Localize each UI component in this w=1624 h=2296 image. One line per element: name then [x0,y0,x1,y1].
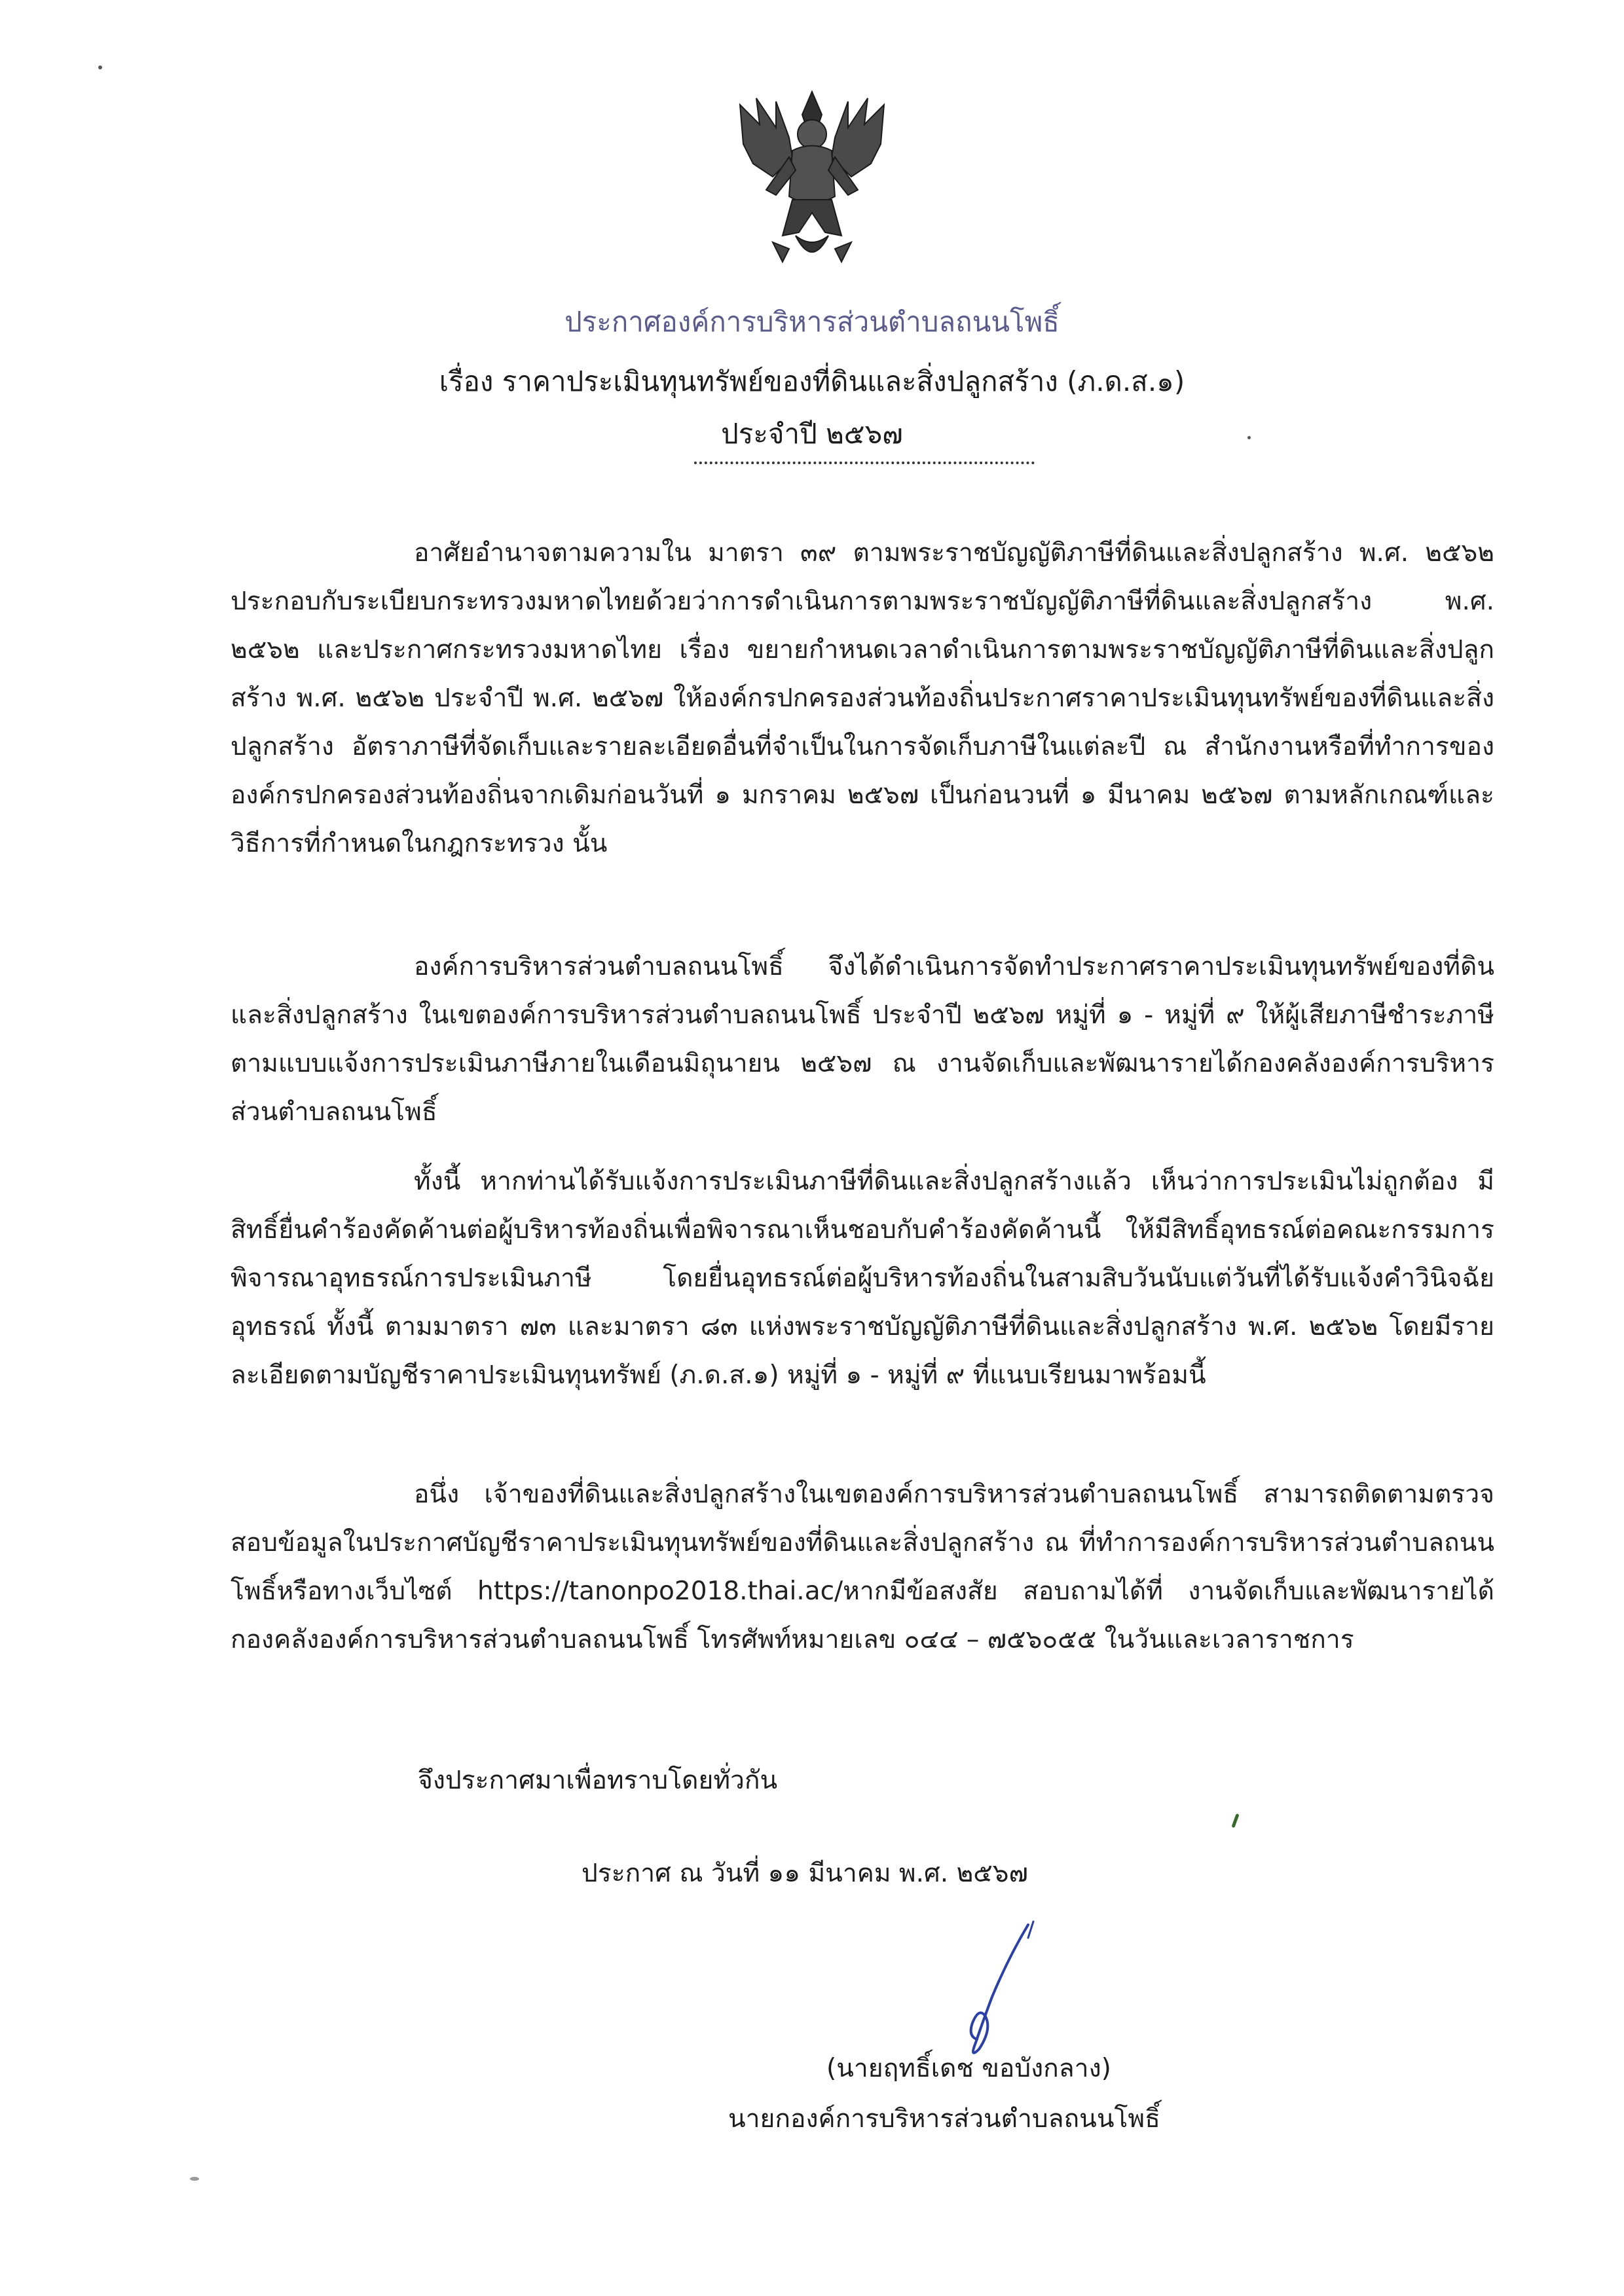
garuda-emblem-icon [720,79,904,275]
paragraph-assessment-notice: องค์การบริหารส่วนตำบลถนนโพธิ์ จึงได้ดำเนินการจัดทำประกาศราคาประเมินทุนทรัพย์ของที่ดินและสิ่งปลูกสร้าง ในเขตองค์การบริหารส่วนตำบลถนนโพธิ์ ประจำปี ๒๕๖๗ หมู่ที่ ๑ - หมู่ที่ ๙ ให้ผู้เสียภาษีชำระภาษีตามแบบแจ้งการประเมินภาษีภายในเดือนมิถุนายน ๒๕๖๗ ณ งานจัดเก็บและพัฒนารายได้กองคลังองค์การบริหารส่วนตำบลถนนโพธิ์ [231,952,1494,1127]
scan-speck [190,2177,199,2181]
scan-speck [98,65,102,69]
scan-speck [1231,1813,1239,1828]
signer-name: (นายฤทธิ์เดช ขอบังกลาง) [826,2054,1111,2083]
announcement-date: ประกาศ ณ วันที่ ๑๑ มีนาคม พ.ศ. ๒๕๖๗ [581,1859,1028,1888]
issuer-heading: ประกาศองค์การบริหารส่วนตำบลถนนโพธิ์ [564,306,1060,338]
scan-speck [1247,436,1251,439]
year-heading: ประจำปี ๒๕๖๗ [721,418,903,450]
paragraph-appeal-rights: ทั้งนี้ หากท่านได้รับแจ้งการประเมินภาษีที่ดินและสิ่งปลูกสร้างแล้ว เห็นว่าการประเมินไม่ถูกต้อง มีสิทธิ์ยื่นคำร้องคัดค้านต่อผู้บริหารท้องถิ่นเพื่อพิจารณาเห็นชอบกับคำร้องคัดค้านนี้ ให้มีสิทธิ์อุทธรณ์ต่อคณะกรรมการพิจารณาอุทธรณ์การประเมินภาษี โดยยื่นอุทธรณ์ต่อผู้บริหารท้องถิ่นในสามสิบวันนับแต่วันที่ได้รับแจ้งคำวินิจฉัยอุทธรณ์ ทั้งนี้ ตามมาตรา ๗๓ และมาตรา ๘๓ แห่งพระราชบัญญัติภาษีที่ดินและสิ่งปลูกสร้าง พ.ศ. ๒๕๖๒ โดยมีรายละเอียดตามบัญชีราคาประเมินทุนทรัพย์ (ภ.ด.ส.๑) หมู่ที่ ๑ - หมู่ที่ ๙ ที่แนบเรียนมาพร้อมนี้ [231,1167,1494,1390]
subject-heading: เรื่อง ราคาประเมินทุนทรัพย์ของที่ดินและสิ่งปลูกสร้าง (ภ.ด.ส.๑) [439,365,1185,397]
paragraph-contact-info: อนึ่ง เจ้าของที่ดินและสิ่งปลูกสร้างในเขตองค์การบริหารส่วนตำบลถนนโพธิ์ สามารถติดตามตรวจสอบข้อมูลในประกาศบัญชีราคาประเมินทุนทรัพย์ของที่ดินและสิ่งปลูกสร้าง ณ ที่ทำการองค์การบริหารส่วนตำบลถนนโพธิ์หรือทางเว็บไซต์ https://tanonpo2018.thai.ac/หากมีข้อสงสัย สอบถามได้ที่ งานจัดเก็บและพัฒนารายได้ กองคลังองค์การบริหารส่วนตำบลถนนโพธิ์ โทรศัพท์หมายเลข ๐๔๔ – ๗๕๖๐๕๕ ในวันและเวลาราชการ [231,1480,1494,1654]
signer-title: นายกองค์การบริหารส่วนตำบลถนนโพธิ์ [728,2104,1160,2134]
dotted-divider [694,462,1035,464]
closing-statement: จึงประกาศมาเพื่อทราบโดยทั่วกัน [418,1766,778,1795]
paragraph-authority: อาศัยอำนาจตามความใน มาตรา ๓๙ ตามพระราชบัญญัติภาษีที่ดินและสิ่งปลูกสร้าง พ.ศ. ๒๕๖๒ ประกอบกับระเบียบกระทรวงมหาดไทยด้วยว่าการดำเนินการตามพระราชบัญญัติภาษีที่ดินและสิ่งปลูกสร้าง พ.ศ. ๒๕๖๒ และประกาศกระทรวงมหาดไทย เรื่อง ขยายกำหนดเวลาดำเนินการตามพระราชบัญญัติภาษีที่ดินและสิ่งปลูกสร้าง พ.ศ. ๒๕๖๒ ประจำปี พ.ศ. ๒๕๖๗ ให้องค์กรปกครองส่วนท้องถิ่นประกาศราคาประเมินทุนทรัพย์ของที่ดินและสิ่งปลูกสร้าง อัตราภาษีที่จัดเก็บและรายละเอียดอื่นที่จำเป็นในการจัดเก็บภาษีในแต่ละปี ณ สำนักงานหรือที่ทำการขององค์กรปกครองส่วนท้องถิ่นจากเดิมก่อนวันที่ ๑ มกราคม ๒๕๖๗ เป็นก่อนวนที่ ๑ มีนาคม ๒๕๖๗ ตามหลักเกณฑ์และวิธีการที่กำหนดในกฎกระทรวง นั้น [231,538,1494,858]
signature-icon [930,1918,1061,2062]
